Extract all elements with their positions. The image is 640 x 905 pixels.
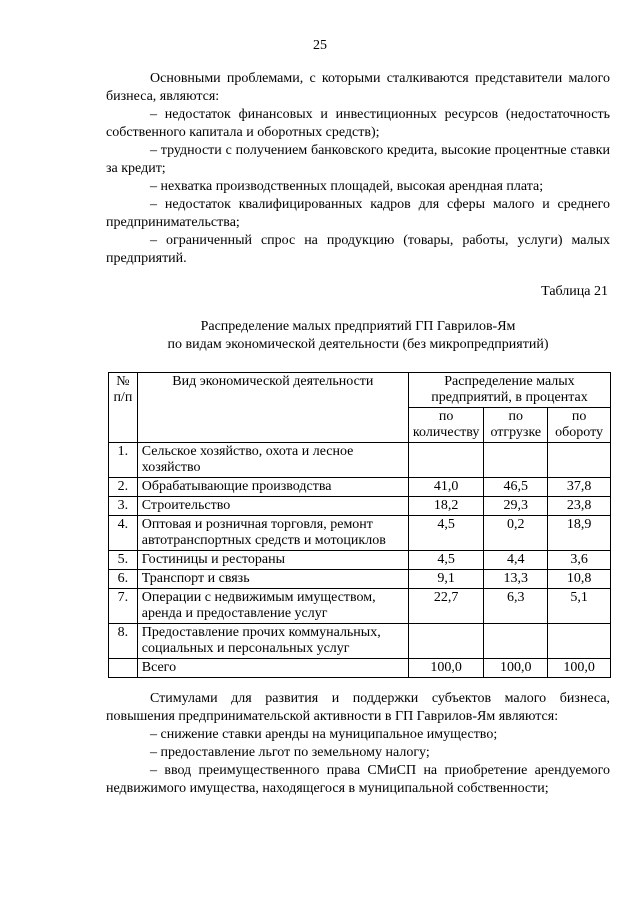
row-count: [408, 624, 483, 659]
row-shipment: 29,3: [484, 497, 548, 516]
row-shipment: 46,5: [484, 478, 548, 497]
row-turnover: [548, 624, 611, 659]
row-count: [408, 443, 483, 478]
row-activity: Обрабатывающие производства: [137, 478, 408, 497]
intro-list-item: – недостаток квалифицированных кадров для сферы малого и среднего предпринимательства;: [106, 197, 610, 230]
outro-list-item: – ввод преимущественного права СМиСП на приобретение арендуемого недвижимого имущества, находящегося в муниципальной собственности;: [106, 763, 610, 796]
intro-list-item: – недостаток финансовых и инвестиционных ресурсов (недостаточность собственного капитала и оборотных средств);: [106, 107, 610, 140]
intro-list-item: – ограниченный спрос на продукцию (товары, работы, услуги) малых предприятий.: [106, 233, 610, 266]
table-header-row: [109, 373, 611, 408]
row-count: 22,7: [408, 589, 483, 624]
outro-paragraph: Стимулами для развития и поддержки субъектов малого бизнеса, повышения предпринимательской активности в ГП Гаврилов-Ям являются:: [106, 691, 610, 724]
row-turnover: 3,6: [548, 551, 611, 570]
intro-section: [106, 70, 610, 268]
table-label: Таблица 21: [541, 284, 608, 299]
row-activity: Транспорт и связь: [137, 570, 408, 589]
row-shipment: 4,4: [484, 551, 548, 570]
row-num: 7.: [109, 589, 138, 624]
header-activity: Вид экономической деятельности: [137, 373, 408, 443]
intro-list-item: – нехватка производственных площадей, высокая арендная плата;: [150, 179, 544, 194]
row-turnover: 37,8: [548, 478, 611, 497]
row-turnover: 100,0: [548, 659, 611, 678]
table-row: [109, 551, 611, 570]
outro-list-item: – снижение ставки аренды на муниципальное имущество;: [150, 727, 498, 742]
row-count: 100,0: [408, 659, 483, 678]
row-activity: Предоставление прочих коммунальных, социальных и персональных услуг: [137, 624, 408, 659]
intro-list-item: – трудности с получением банковского кредита, высокие процентные ставки за кредит;: [106, 143, 610, 176]
row-activity: Сельское хозяйство, охота и лесное хозяйство: [137, 443, 408, 478]
row-num: [109, 659, 138, 678]
row-count: 4,5: [408, 516, 483, 551]
row-num: 4.: [109, 516, 138, 551]
row-num: 1.: [109, 443, 138, 478]
row-num: 2.: [109, 478, 138, 497]
row-shipment: 13,3: [484, 570, 548, 589]
row-num: 3.: [109, 497, 138, 516]
row-activity: Операции с недвижимым имуществом, аренда и предоставление услуг: [137, 589, 408, 624]
table-caption: [106, 318, 610, 354]
header-by-turnover: по обороту: [548, 408, 611, 443]
row-turnover: 18,9: [548, 516, 611, 551]
row-count: 4,5: [408, 551, 483, 570]
row-num: 5.: [109, 551, 138, 570]
table-row: [109, 516, 611, 551]
table-row: [109, 570, 611, 589]
page-number: 25: [313, 38, 327, 53]
row-turnover: [548, 443, 611, 478]
header-by-shipment: по отгрузке: [484, 408, 548, 443]
intro-paragraph: Основными проблемами, с которыми сталкиваются представители малого бизнеса, являются:: [106, 71, 610, 104]
row-shipment: 100,0: [484, 659, 548, 678]
row-num: 6.: [109, 570, 138, 589]
row-shipment: 0,2: [484, 516, 548, 551]
row-turnover: 10,8: [548, 570, 611, 589]
outro-list-item: – предоставление льгот по земельному налогу;: [150, 745, 430, 760]
header-distribution: Распределение малых предприятий, в процентах: [408, 373, 610, 408]
table-row: [109, 497, 611, 516]
row-activity: Строительство: [137, 497, 408, 516]
table-caption-line: Распределение малых предприятий ГП Гаврилов-Ям: [200, 319, 516, 334]
distribution-table: [108, 372, 611, 678]
table-caption-line: по видам экономической деятельности (без микропредприятий): [167, 337, 549, 352]
outro-section: [106, 690, 610, 798]
row-shipment: 6,3: [484, 589, 548, 624]
table-row: [109, 624, 611, 659]
table-row: [109, 589, 611, 624]
table-row: [109, 443, 611, 478]
row-count: 18,2: [408, 497, 483, 516]
row-shipment: [484, 443, 548, 478]
row-num: 8.: [109, 624, 138, 659]
row-shipment: [484, 624, 548, 659]
header-num: № п/п: [109, 373, 138, 443]
table-total-row: [109, 659, 611, 678]
row-turnover: 5,1: [548, 589, 611, 624]
row-count: 41,0: [408, 478, 483, 497]
row-turnover: 23,8: [548, 497, 611, 516]
header-by-count: по количеству: [408, 408, 483, 443]
table-row: [109, 478, 611, 497]
row-activity: Оптовая и розничная торговля, ремонт автотранспортных средств и мотоциклов: [137, 516, 408, 551]
row-activity: Гостиницы и рестораны: [137, 551, 408, 570]
row-count: 9,1: [408, 570, 483, 589]
row-activity: Всего: [137, 659, 408, 678]
